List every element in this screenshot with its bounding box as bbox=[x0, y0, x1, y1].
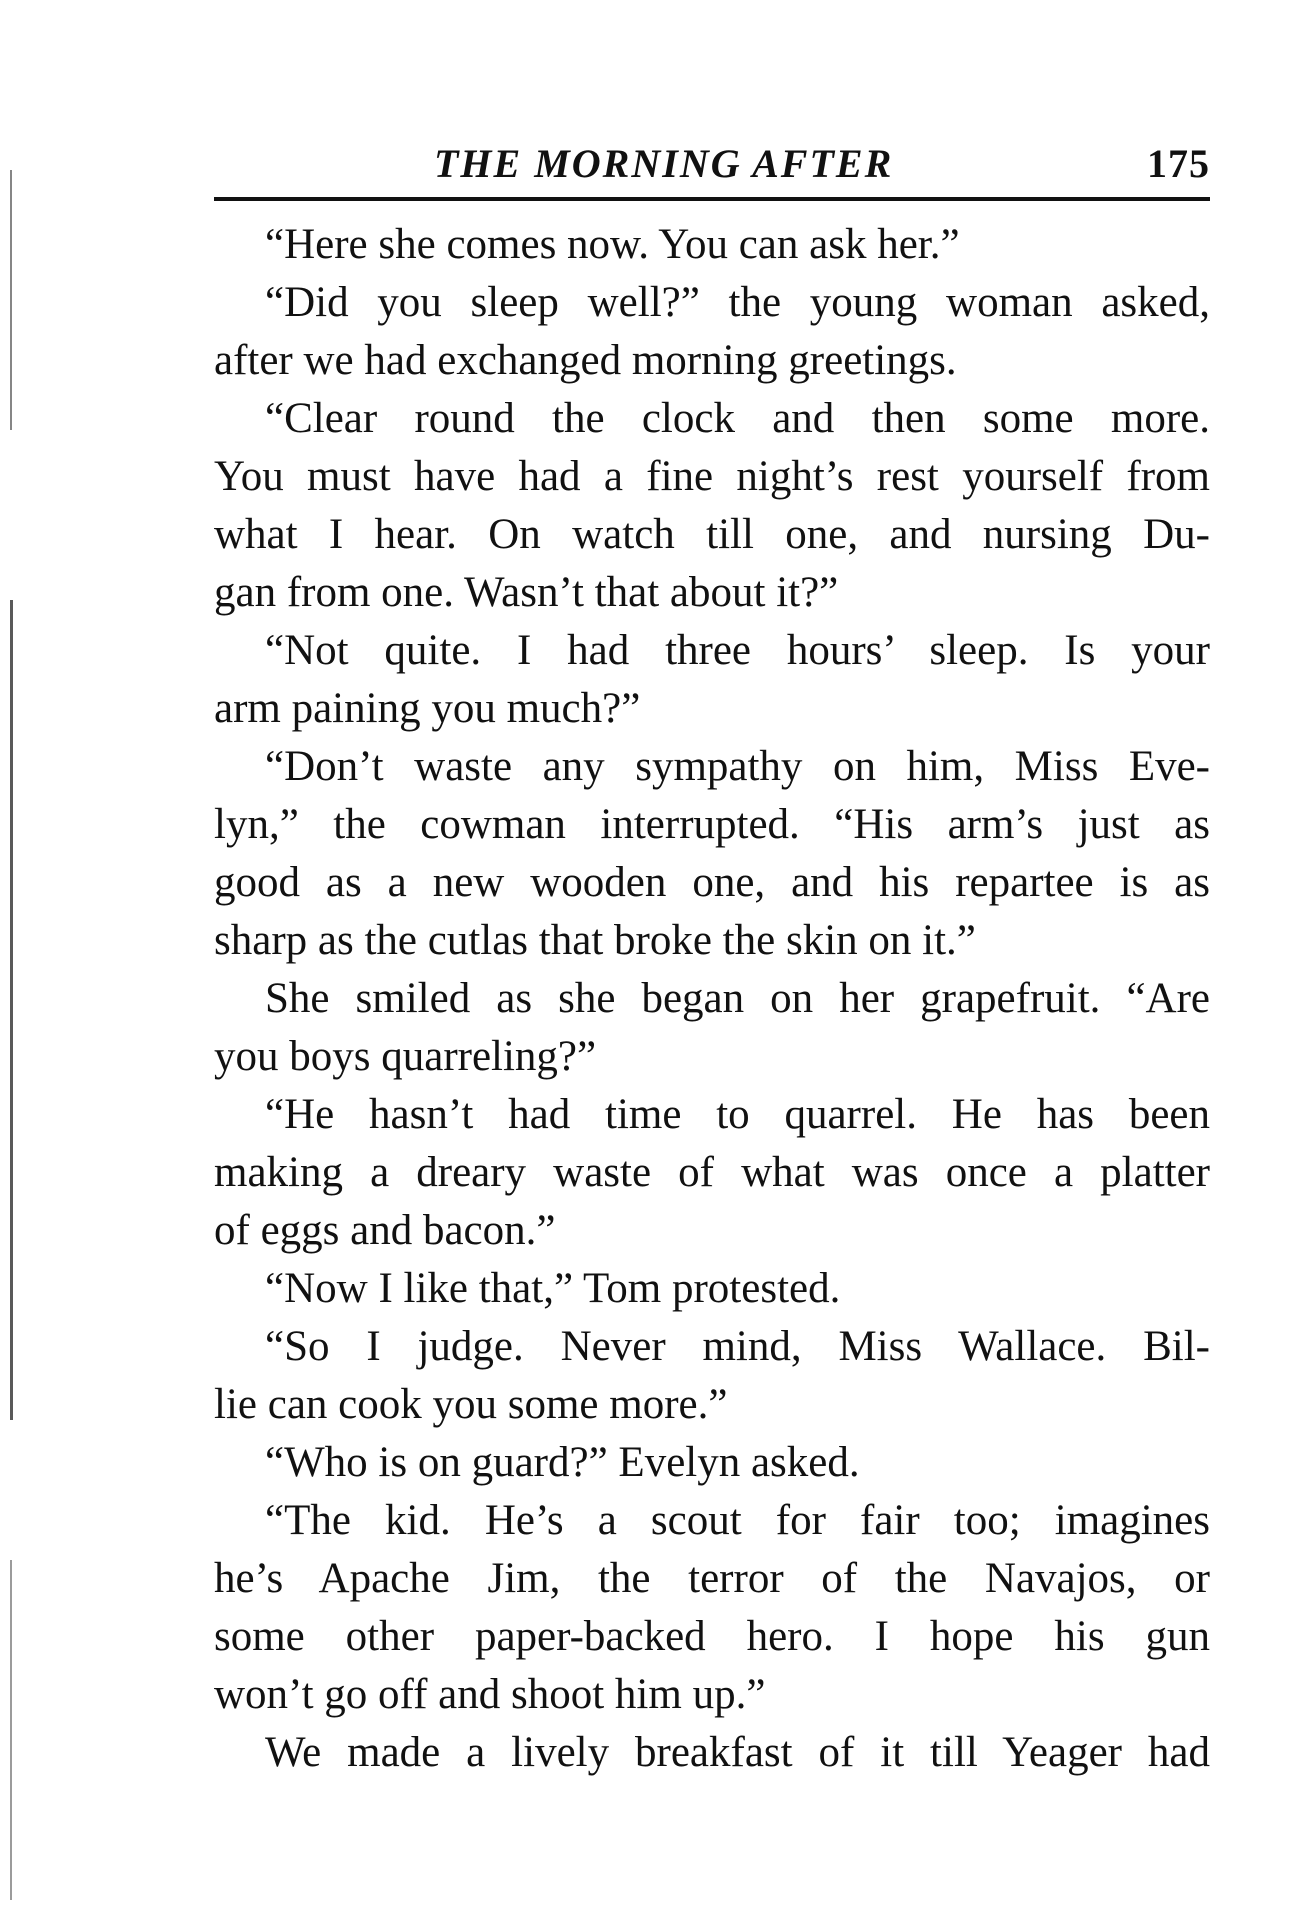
text-line: You must have had a fine night’s rest yourself from bbox=[214, 453, 1210, 500]
text-line: “Who is on guard?” Evelyn asked. bbox=[265, 1439, 860, 1486]
page-header bbox=[214, 140, 1210, 200]
body-text bbox=[214, 216, 1210, 1782]
text-line: “Not quite. I had three hours’ sleep. Is your bbox=[265, 627, 1210, 674]
text-line: he’s Apache Jim, the terror of the Navajos, or bbox=[214, 1555, 1210, 1602]
text-line: We made a lively breakfast of it till Yeager had bbox=[265, 1729, 1210, 1776]
text-line: what I hear. On watch till one, and nursing Du- bbox=[214, 511, 1210, 558]
text-line: She smiled as she began on her grapefruit. “Are bbox=[265, 975, 1210, 1022]
text-line: sharp as the cutlas that broke the skin on it.” bbox=[214, 917, 976, 964]
text-line: “Did you sleep well?” the young woman asked, bbox=[265, 279, 1210, 326]
text-line: “Here she comes now. You can ask her.” bbox=[265, 221, 960, 268]
text-line: won’t go off and shoot him up.” bbox=[214, 1671, 766, 1718]
text-line: “So I judge. Never mind, Miss Wallace. Bil- bbox=[265, 1323, 1210, 1370]
page-scan-edge bbox=[10, 1560, 12, 1900]
running-head: THE MORNING AFTER bbox=[434, 141, 894, 186]
text-line: some other paper-backed hero. I hope his gun bbox=[214, 1613, 1210, 1660]
page-scan-edge bbox=[10, 170, 12, 430]
text-line: gan from one. Wasn’t that about it?” bbox=[214, 569, 839, 616]
text-line: lie can cook you some more.” bbox=[214, 1381, 728, 1428]
page-number: 175 bbox=[1147, 141, 1210, 186]
header-rule bbox=[214, 197, 1210, 201]
text-line: “Don’t waste any sympathy on him, Miss Eve- bbox=[265, 743, 1210, 790]
page-scan-edge bbox=[10, 600, 13, 1420]
text-line: you boys quarreling?” bbox=[214, 1033, 597, 1080]
text-line: good as a new wooden one, and his repartee is as bbox=[214, 859, 1210, 906]
text-line: “Clear round the clock and then some more. bbox=[265, 395, 1210, 442]
text-line: “The kid. He’s a scout for fair too; imagines bbox=[265, 1497, 1210, 1544]
text-line: lyn,” the cowman interrupted. “His arm’s just as bbox=[214, 801, 1210, 848]
text-line: “Now I like that,” Tom protested. bbox=[265, 1265, 841, 1312]
text-line: arm paining you much?” bbox=[214, 685, 641, 732]
text-line: making a dreary waste of what was once a platter bbox=[214, 1149, 1210, 1196]
text-line: “He hasn’t had time to quarrel. He has been bbox=[265, 1091, 1210, 1138]
text-line: after we had exchanged morning greetings. bbox=[214, 337, 957, 384]
text-line: of eggs and bacon.” bbox=[214, 1207, 556, 1254]
